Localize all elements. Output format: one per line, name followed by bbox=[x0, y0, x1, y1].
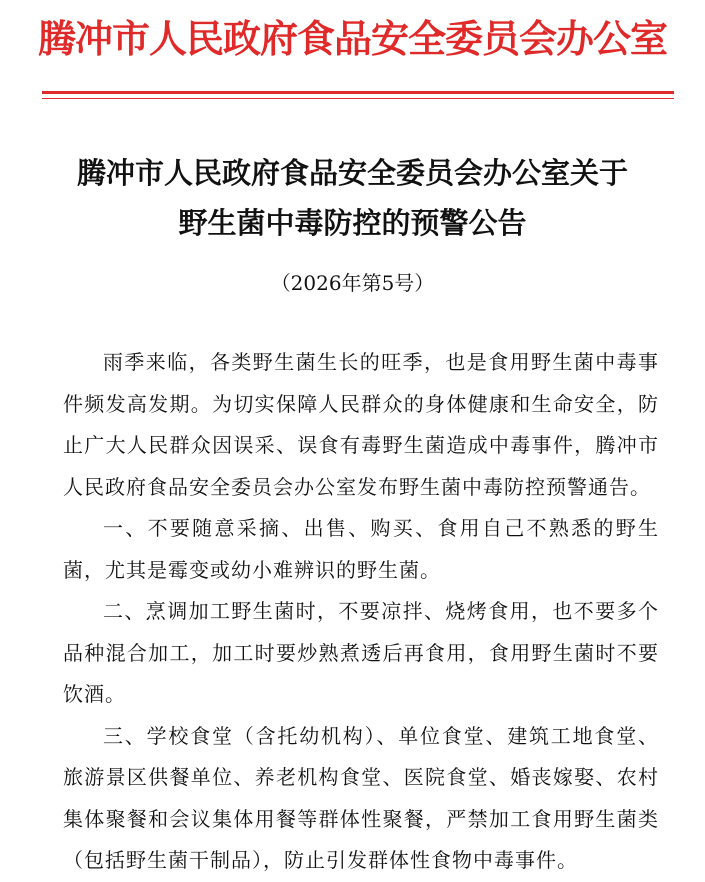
letterhead-rule-thick bbox=[42, 91, 674, 94]
body-paragraph-item-3: 三、学校食堂（含托幼机构）、单位食堂、建筑工地食堂、旅游景区供餐单位、养老机构食堂、医院食堂、婚丧嫁娶、农村集体聚餐和会议集体用餐等群体性聚餐，严禁加工食用野生菌类（包括野生菌干制品），防止引发群体性食物中毒事件。 bbox=[63, 723, 659, 872]
document-title-line-1: 腾冲市人民政府食品安全委员会办公室关于 bbox=[76, 156, 628, 190]
letterhead-rule-thin bbox=[42, 98, 674, 99]
body-paragraph-item-2: 二、烹调加工野生菌时，不要凉拌、烧烤食用，也不要多个品种混合加工，加工时要炒熟煮透后再食用，食用野生菌时不要饮酒。 bbox=[63, 599, 659, 706]
body-paragraph-intro: 雨季来临，各类野生菌生长的旺季，也是食用野生菌中毒事件频发高发期。为切实保障人民群众的身体健康和生命安全，防止广大人民群众因误采、误食有毒野生菌造成中毒事件，腾冲市人民政府食品安全委员会办公室发布野生菌中毒防控预警通告。 bbox=[63, 350, 659, 499]
document-body bbox=[63, 342, 659, 882]
document-title-line-2: 野生菌中毒防控的预警公告 bbox=[178, 206, 527, 240]
document-number: （2026年第5号） bbox=[270, 271, 435, 295]
letterhead-title: 腾冲市人民政府食品安全委员会办公室 bbox=[37, 16, 667, 61]
body-paragraph-item-1: 一、不要随意采摘、出售、购买、食用自己不熟悉的野生菌，尤其是霉变或幼小难辨识的野生菌。 bbox=[63, 516, 659, 582]
